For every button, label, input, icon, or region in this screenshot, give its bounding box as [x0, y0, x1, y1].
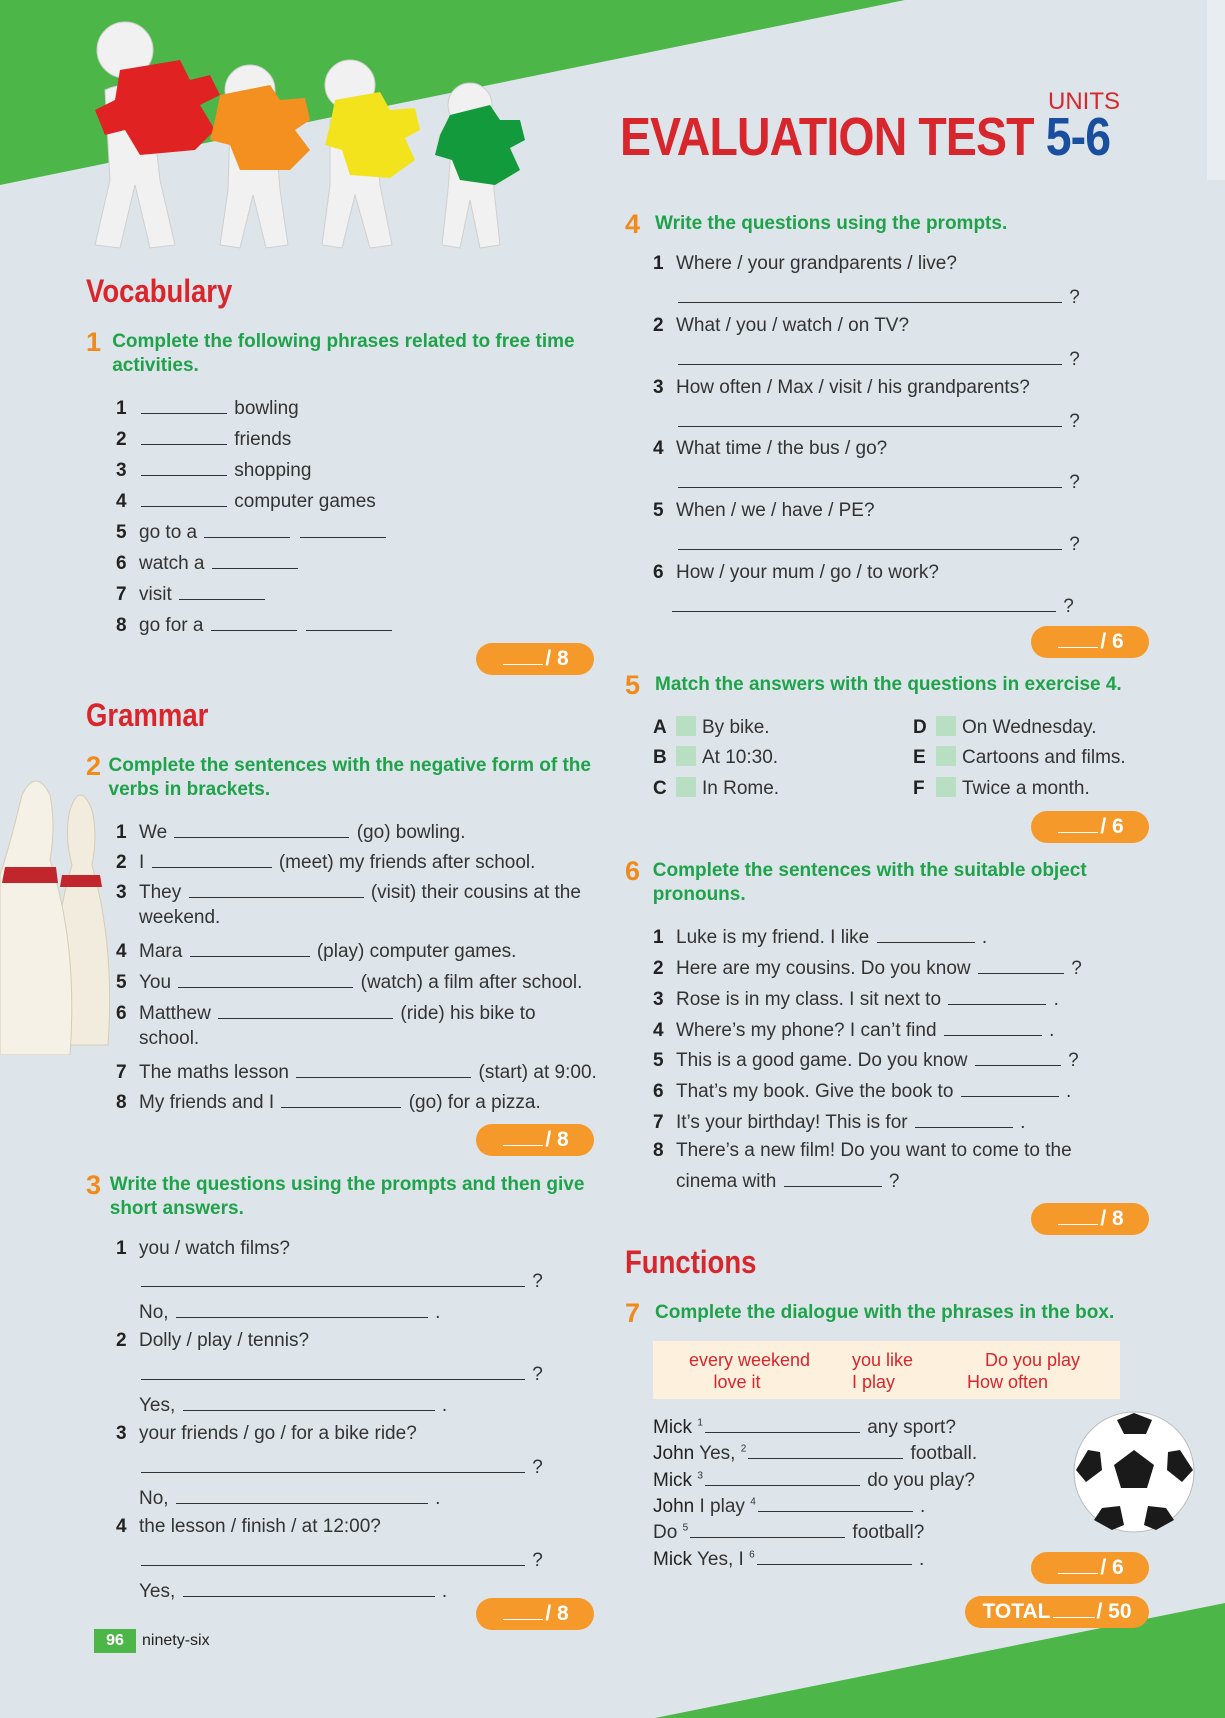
ex3-item-2-question-line: ?: [139, 1361, 543, 1386]
page-number: 96: [94, 1629, 136, 1653]
football-image: [1072, 1410, 1197, 1535]
exercise-instruction: Complete the following phrases related to free time activities.: [112, 331, 575, 376]
answer-blank[interactable]: [152, 849, 272, 868]
ex4-item-6: 6 How / your mum / go / to work?: [653, 562, 939, 583]
ex1-item-3: 3 shopping: [116, 457, 311, 482]
ex1-item-8: 8 go for a: [116, 612, 394, 637]
ex4-item-5-line: ?: [676, 531, 1080, 556]
ex5-option-d: D On Wednesday.: [913, 717, 1097, 738]
units-label: UNITS: [1048, 88, 1120, 115]
ex5-score-badge: / 6: [1031, 811, 1149, 843]
dialogue-line-1: Mick $^1$ any sport?: [653, 1414, 956, 1439]
answer-blank[interactable]: [204, 519, 290, 538]
ex1-item-6: 6 watch a: [116, 550, 300, 575]
phrase: you like: [852, 1350, 914, 1370]
ex6-item-8: 8 There’s a new film! Do you want to come to the: [653, 1140, 1072, 1161]
ex2-score-badge: / 8: [476, 1124, 594, 1156]
answer-blank[interactable]: [281, 1089, 401, 1108]
ex4-item-3-line: ?: [676, 408, 1080, 433]
answer-box[interactable]: [676, 777, 696, 797]
ex2-item-6-continuation: school.: [139, 1028, 200, 1049]
page-number-word: ninety-six: [142, 1632, 210, 1649]
answer-blank[interactable]: [174, 819, 349, 838]
answer-blank[interactable]: [190, 938, 310, 957]
ex2-item-5: 5 You (watch) a film after school.: [116, 969, 582, 994]
ex4-item-2-line: ?: [676, 346, 1080, 371]
answer-blank[interactable]: [189, 879, 364, 898]
phrase: Do you play: [985, 1350, 1081, 1370]
title-text: EVALUATION TEST: [620, 107, 1034, 167]
puzzle-people-image: [80, 20, 550, 255]
ex6-item-3: 3 Rose is in my class. I sit next to .: [653, 986, 1059, 1011]
phrase: How often: [967, 1372, 1049, 1392]
ex5-option-a: A By bike.: [653, 717, 770, 738]
phrase: every weekend: [689, 1350, 811, 1370]
page-title: [620, 106, 1110, 168]
phrase-box: [653, 1341, 1120, 1399]
answer-blank[interactable]: [141, 395, 227, 414]
ex6-item-8-continuation: cinema with ?: [676, 1168, 899, 1193]
answer-box[interactable]: [936, 716, 956, 736]
dialogue-line-4: John I play $^4$ .: [653, 1493, 925, 1518]
answer-blank[interactable]: [178, 969, 353, 988]
exercise-4-heading: 4 Write the questions using the prompts.: [625, 209, 1008, 239]
ex3-item-1-question-line: ?: [139, 1268, 543, 1293]
answer-blank[interactable]: [211, 612, 297, 631]
ex6-item-7: 7 It’s your birthday! This is for .: [653, 1109, 1025, 1134]
ex1-item-4: 4 computer games: [116, 488, 376, 513]
unit-numbers: 5-6: [1045, 107, 1111, 167]
ex2-item-4: 4 Mara (play) computer games.: [116, 938, 516, 963]
ex2-item-2: 2 I (meet) my friends after school.: [116, 849, 535, 874]
ex1-item-2: 2 friends: [116, 426, 291, 451]
ex2-item-6: 6 Matthew (ride) his bike to: [116, 1000, 536, 1025]
exercise-5-heading: 5 Match the answers with the questions in exercise 4.: [625, 670, 1122, 700]
ex4-item-6-line: ?: [670, 593, 1074, 618]
ex4-item-2: 2 What / you / watch / on TV?: [653, 315, 910, 336]
ex5-option-e: E Cartoons and films.: [913, 747, 1126, 768]
ex3-item-2-prompt: 2 Dolly / play / tennis?: [116, 1330, 310, 1351]
ex4-item-1: 1 Where / your grandparents / live?: [653, 253, 957, 274]
answer-blank[interactable]: [300, 519, 386, 538]
ex6-item-4: 4 Where’s my phone? I can’t find .: [653, 1017, 1054, 1042]
answer-blank[interactable]: [306, 612, 392, 631]
dialogue-line-3: Mick $^3$ do you play?: [653, 1467, 975, 1492]
answer-box[interactable]: [676, 716, 696, 736]
ex1-item-5: 5 go to a: [116, 519, 388, 544]
ex1-item-1: 1 bowling: [116, 395, 299, 420]
ex6-item-5: 5 This is a good game. Do you know ?: [653, 1047, 1079, 1072]
ex3-item-1-answer-line: No, .: [139, 1299, 440, 1324]
answer-blank[interactable]: [141, 488, 227, 507]
ex5-option-b: B At 10:30.: [653, 747, 779, 768]
answer-blank[interactable]: [212, 550, 298, 569]
answer-box[interactable]: [936, 746, 956, 766]
exercise-number: 1: [86, 327, 102, 357]
answer-blank[interactable]: [141, 457, 227, 476]
ex3-score-badge: / 8: [476, 1598, 594, 1630]
ex4-score-badge: / 6: [1031, 626, 1149, 658]
exercise-7-heading: 7 Complete the dialogue with the phrases in the box.: [625, 1298, 1115, 1328]
ex3-item-4-question-line: ?: [139, 1547, 543, 1572]
exercise-2-heading: 2 Complete the sentences with the negative form of the verbs in brackets.: [86, 751, 591, 800]
ex4-item-1-line: ?: [676, 284, 1080, 309]
ex2-item-1: 1 We (go) bowling.: [116, 819, 466, 844]
ex3-item-1-prompt: 1 you / watch films?: [116, 1238, 290, 1259]
ex3-item-3-prompt: 3 your friends / go / for a bike ride?: [116, 1423, 417, 1444]
ex3-item-4-answer-line: Yes, .: [139, 1578, 447, 1603]
dialogue-line-2: John Yes, $^2$ football.: [653, 1440, 977, 1465]
ex4-item-4: 4 What time / the bus / go?: [653, 438, 888, 459]
ex4-item-5: 5 When / we / have / PE?: [653, 500, 875, 521]
ex2-item-8: 8 My friends and I (go) for a pizza.: [116, 1089, 541, 1114]
answer-blank[interactable]: [141, 426, 227, 445]
dialogue-line-5: Do $^5$ football?: [653, 1519, 924, 1544]
ex2-item-7: 7 The maths lesson (start) at 9:00.: [116, 1059, 597, 1084]
ex2-item-3-continuation: weekend.: [139, 907, 221, 928]
ex6-item-1: 1 Luke is my friend. I like .: [653, 924, 987, 949]
answer-blank[interactable]: [179, 581, 265, 600]
ex3-item-3-question-line: ?: [139, 1454, 543, 1479]
ex4-item-4-line: ?: [676, 469, 1080, 494]
ex6-item-2: 2 Here are my cousins. Do you know ?: [653, 955, 1082, 980]
functions-title: Functions: [625, 1244, 757, 1280]
ex5-option-c: C In Rome.: [653, 778, 780, 799]
answer-blank[interactable]: [218, 1000, 393, 1019]
dialogue-line-6: Mick Yes, I $^6$ .: [653, 1546, 924, 1571]
phrase: I play: [852, 1372, 896, 1392]
ex1-score-badge: / 8: [476, 643, 594, 675]
ex3-item-2-answer-line: Yes, .: [139, 1392, 447, 1417]
exercise-6-heading: 6 Complete the sentences with the suitable object pronouns.: [625, 856, 1087, 905]
ex4-item-3: 3 How often / Max / visit / his grandparents?: [653, 377, 1030, 398]
ex3-item-4-prompt: 4 the lesson / finish / at 12:00?: [116, 1516, 381, 1537]
answer-box[interactable]: [676, 746, 696, 766]
grammar-title: Grammar: [86, 697, 209, 733]
ex1-item-7: 7 visit: [116, 581, 267, 606]
ex6-score-badge: / 8: [1031, 1203, 1149, 1235]
ex5-option-f: F Twice a month.: [913, 778, 1090, 799]
ex3-item-3-answer-line: No, .: [139, 1485, 440, 1510]
total-score-badge: TOTAL / 50: [965, 1596, 1149, 1628]
bowling-pins-image: [0, 775, 125, 1055]
answer-box[interactable]: [936, 777, 956, 797]
phrase: love it: [713, 1372, 761, 1392]
exercise-1-heading: [86, 327, 596, 378]
answer-blank[interactable]: [296, 1059, 471, 1078]
ex6-item-6: 6 That’s my book. Give the book to .: [653, 1078, 1071, 1103]
exercise-3-heading: 3 Write the questions using the prompts and then give short answers.: [86, 1170, 585, 1219]
ex2-item-3: 3 They (visit) their cousins at the: [116, 879, 581, 904]
ex7-score-badge: / 6: [1031, 1552, 1149, 1584]
vocabulary-title: Vocabulary: [86, 273, 233, 309]
